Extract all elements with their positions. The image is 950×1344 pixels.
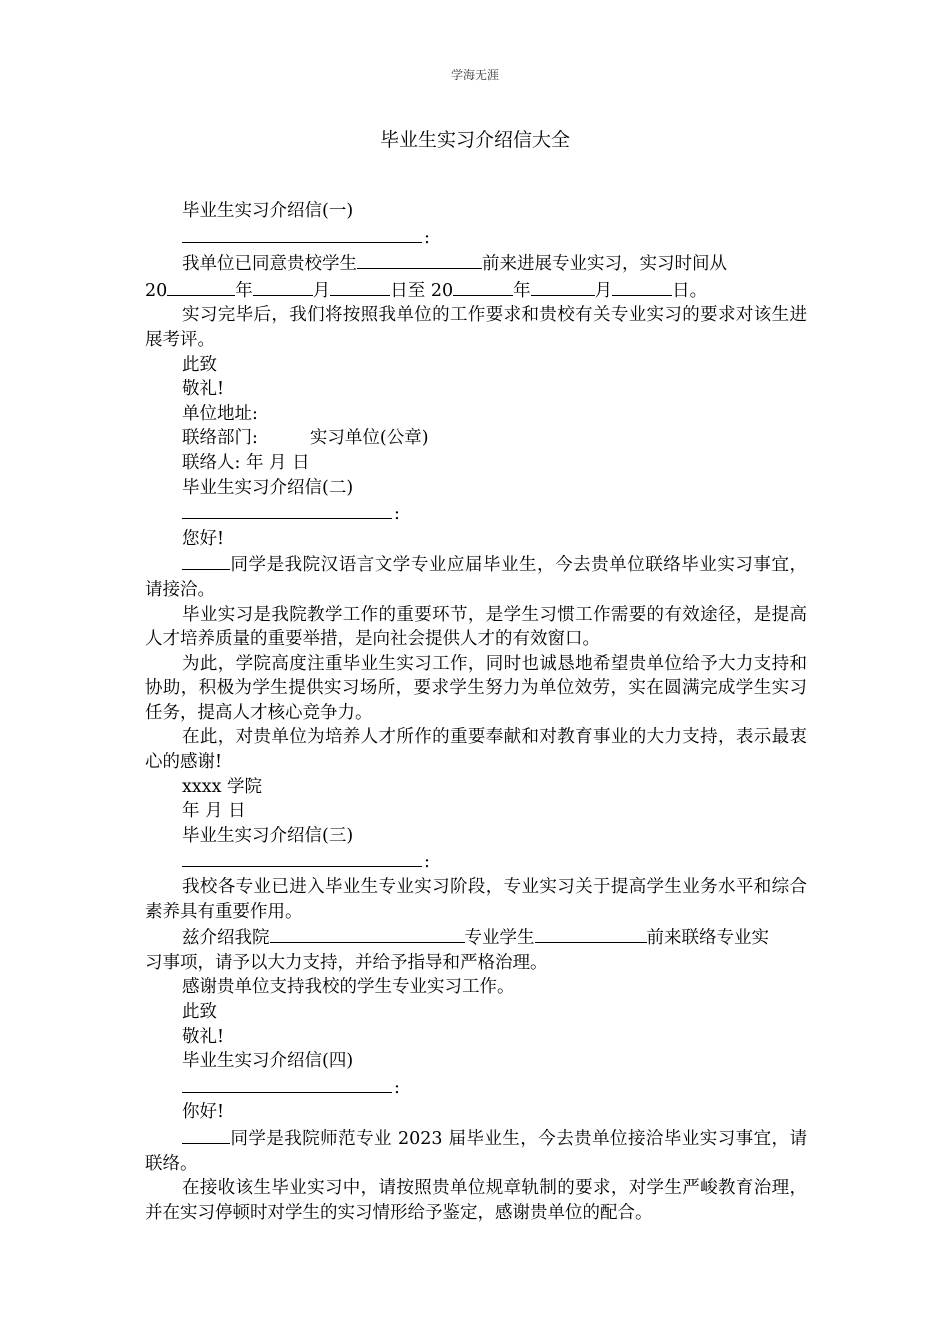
letter3-heading: 毕业生实习介绍信(三) [182, 825, 354, 846]
letter3-para3: 感谢贵单位支持我校的学生专业实习工作。 [182, 977, 515, 998]
text: 实习单位(公章) [309, 428, 429, 449]
recipient-blank [182, 224, 422, 243]
letter4-para1 [145, 1125, 807, 1176]
letter4-recipient-line [145, 1074, 807, 1101]
letter1-para2: 实习完毕后，我们将按照我单位的工作要求和贵校有关专业实习的要求对该生进展考评。 [145, 305, 807, 350]
letter2-para1 [145, 551, 807, 602]
student-blank [535, 924, 647, 943]
letter3-para2-line2: 习事项，请予以大力支持，并给予指导和严格治理。 [145, 952, 548, 973]
text: 年 [513, 280, 531, 301]
recipient-blank [182, 848, 422, 867]
letter2-hello: 您好! [182, 528, 225, 549]
letter1-para1 [145, 250, 807, 277]
month-blank [253, 277, 313, 296]
letter3-jingli: 敬礼! [182, 1026, 225, 1047]
text: 前来联络专业实 [646, 928, 769, 949]
letter2-school: xxxx 学院 [182, 776, 263, 797]
day-blank [330, 277, 390, 296]
letter1-address: 单位地址: [182, 403, 258, 424]
year-blank [167, 277, 235, 296]
letter4-hello: 你好! [182, 1102, 225, 1123]
recipient-blank [182, 1074, 392, 1093]
letter2-para2: 毕业实习是我院教学工作的重要环节，是学生习惯工作需要的有效途径，是提高人才培养质量的重要举措，是向社会提供人才的有效窗口。 [145, 604, 807, 650]
document-title: 毕业生实习介绍信大全 [379, 129, 570, 151]
letter2-recipient-line [145, 500, 807, 527]
letter1-contact: 联络人: 年 月 日 [182, 452, 310, 473]
text: 兹介绍我院 [182, 928, 270, 949]
text: 联络部门: [182, 428, 258, 449]
text: 同学是我院汉语言文学专业应届毕业生，今去贵单位联络毕业实习事宜，请接洽。 [145, 555, 807, 600]
letter1-date-range [145, 277, 807, 304]
colon: : [424, 852, 430, 873]
college-blank [270, 924, 465, 943]
text: 20 [145, 280, 168, 301]
colon: : [394, 1077, 400, 1098]
text: 日至 20 [390, 280, 454, 301]
text: 同学是我院师范专业 2023 届毕业生，今去贵单位接洽毕业实习事宜，请联络。 [145, 1128, 807, 1174]
year-blank [453, 277, 513, 296]
month-blank [531, 277, 595, 296]
text: 年 [235, 280, 253, 301]
name-blank [182, 1125, 230, 1144]
text: 我单位已同意贵校学生 [182, 254, 357, 275]
letter3-para1: 我校各专业已进入毕业生专业实习阶段，专业实习关于提高学生业务水平和综合素养具有重要作用。 [145, 877, 807, 922]
letter2-para4: 在此，对贵单位为培养人才所作的重要奉献和对教育事业的大力支持，表示最衷心的感谢! [145, 727, 807, 773]
text: 月 [594, 280, 613, 301]
colon: : [394, 504, 400, 525]
letter3-cizhi: 此致 [182, 1002, 217, 1022]
text: 日。 [672, 280, 708, 301]
text: 专业学生 [464, 928, 535, 949]
name-blank [182, 551, 230, 570]
letter4-heading: 毕业生实习介绍信(四) [182, 1051, 354, 1072]
document-body [145, 199, 807, 1225]
letter2-para3: 为此，学院高度注重毕业生实习工作，同时也诚恳地希望贵单位给予大力支持和协助，积极为学生提供实习场所，要求学生努力为单位效劳，实在圆满完成学生实习任务，提高人才核心竞争力。 [145, 653, 807, 723]
recipient-blank [182, 500, 392, 519]
text: 月 [312, 280, 331, 301]
text: 前来进展专业实习，实习时间从 [482, 254, 727, 275]
colon: : [424, 227, 430, 248]
day-blank [612, 277, 672, 296]
letter2-date: 年 月 日 [182, 801, 246, 822]
letter1-heading: 毕业生实习介绍信(一) [182, 201, 354, 221]
letter1-cizhi: 此致 [182, 354, 217, 375]
page-header: 学海无涯 [450, 68, 499, 82]
student-blank [357, 250, 482, 269]
letter4-para2: 在接收该生毕业实习中，请按照贵单位规章轨制的要求，对学生严峻教育治理，并在实习停顿时对学生的实习情形给予鉴定，感谢贵单位的配合。 [145, 1178, 807, 1223]
letter1-jingli: 敬礼! [182, 379, 225, 400]
letter2-heading: 毕业生实习介绍信(二) [182, 477, 354, 498]
letter3-recipient-line [145, 848, 807, 875]
letter1-recipient-line [145, 224, 807, 251]
letter3-para2-line1 [145, 924, 807, 951]
letter1-dept-line [145, 426, 807, 451]
